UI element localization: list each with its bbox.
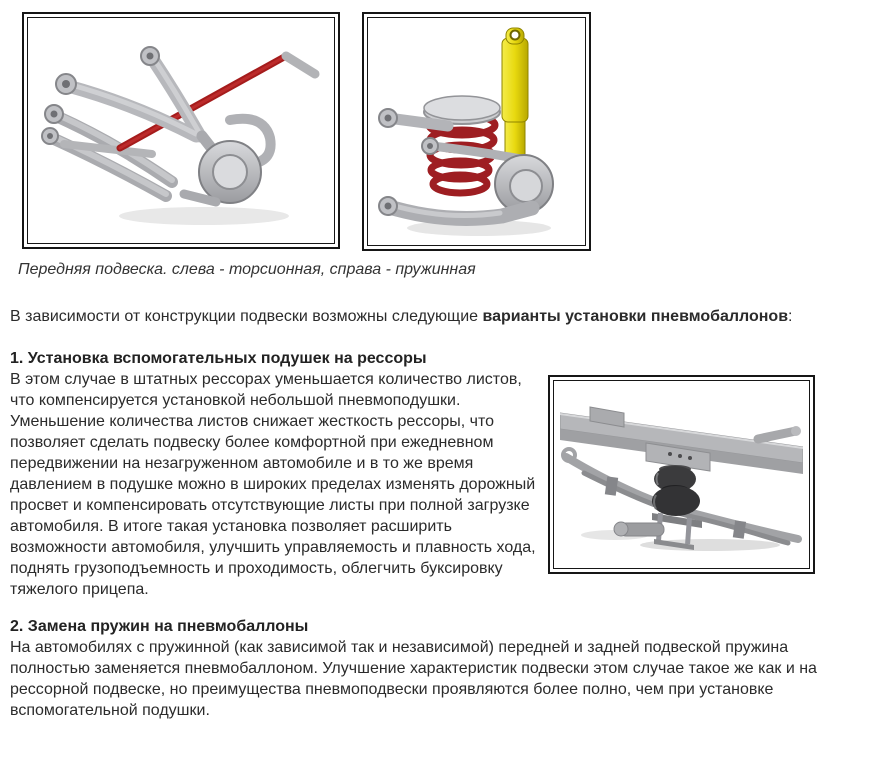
intro-paragraph <box>10 306 830 327</box>
section-1-heading: 1. Установка вспомогательных подушек на рессоры <box>10 350 427 367</box>
figure-caption: Передняя подвеска. слева - торсионная, справа - пружинная <box>18 261 476 278</box>
section-1 <box>10 369 830 600</box>
leaf-spring-airbag-figure <box>548 375 815 574</box>
figures-row <box>22 12 830 251</box>
intro-text: В зависимости от конструкции подвески возможны следующие <box>10 308 483 325</box>
coil-spring-suspension-illustration <box>374 24 579 239</box>
figure-frame <box>553 380 810 569</box>
torsion-suspension-figure <box>22 12 340 249</box>
torsion-suspension-illustration <box>34 24 328 237</box>
intro-colon: : <box>788 308 793 325</box>
intro-bold-text: варианты установки пневмобаллонов <box>482 308 789 325</box>
coil-spring-suspension-figure <box>362 12 591 251</box>
figure-frame <box>367 17 586 246</box>
figure-frame <box>27 17 335 244</box>
section-2-heading: 2. Замена пружин на пневмобаллоны <box>10 618 309 635</box>
section-2-paragraph: На автомобилях с пружинной (как зависимой так и независимой) передней и задней подвеской пружина полностью заменяется пневмобаллоном. Улучшение характеристик подвески этом случае такое же как и на рессорной подвеске, но преимущества пневмоподвески проявляются более полно, чем при установке вспомогательной подушки. <box>10 639 817 719</box>
section-1-paragraph: В этом случае в штатных рессорах уменьшается количество листов, что компенсируется установкой небольшой пневмоподушки. Уменьшение количества листов снижает жесткость рессоры, что позволяет сделать подвеску более комфортной при ежедневном передвижении на незагруженном автомобиле и в то же время давлением в подушке можно в широких пределах изменять дорожный просвет и компенсировать отсутствующие листы при полной загрузке автомобиля. В итоге такая установка позволяет расширить возможности автомобиля, улучшить управляемость и плавность хода, поднять грузоподъемность и проходимость, облегчить буксировку тяжелого прицепа. <box>10 371 536 598</box>
leaf-spring-airbag-illustration <box>560 387 803 562</box>
